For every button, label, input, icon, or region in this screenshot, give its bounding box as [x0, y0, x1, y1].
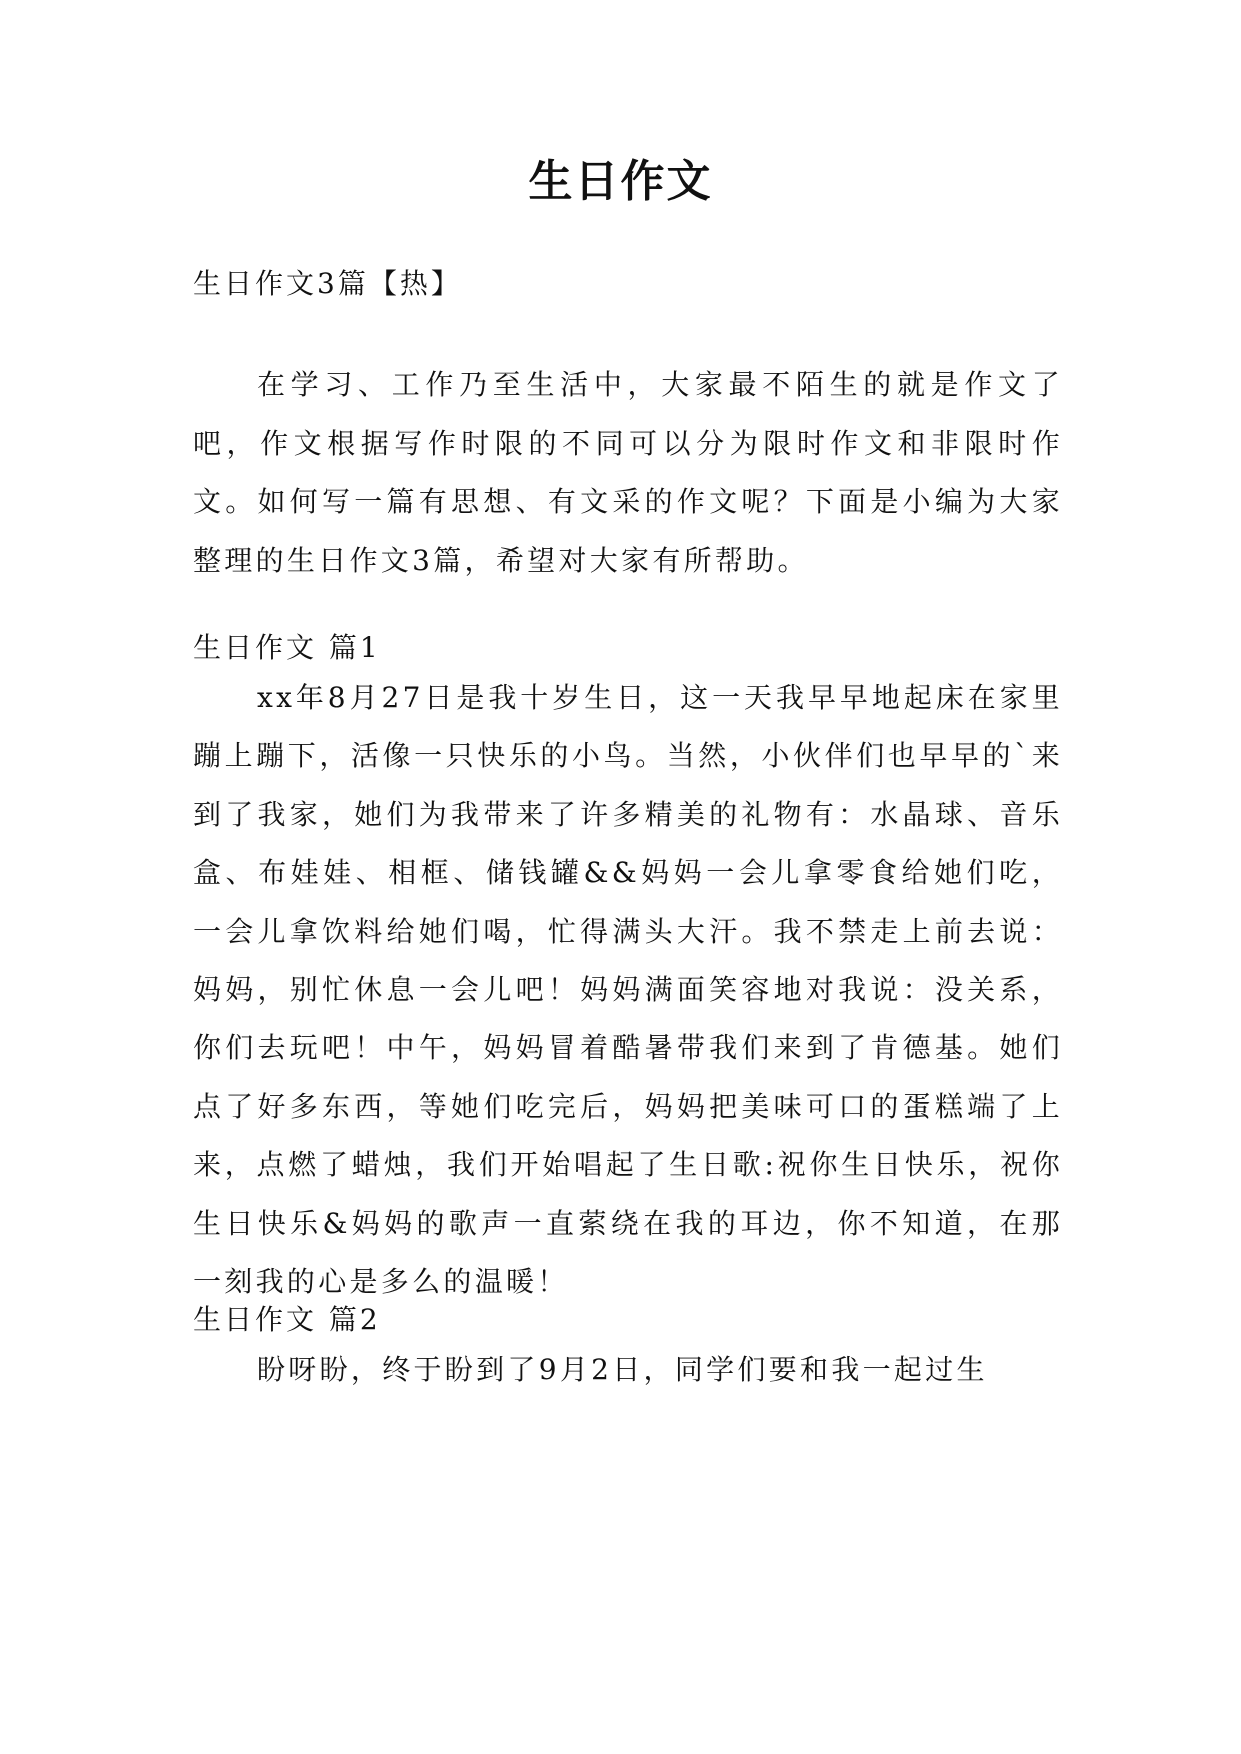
section-heading-1: 生日作文 篇1 [193, 631, 381, 664]
document-title: 生日作文 [528, 156, 713, 207]
intro-paragraph: 在学习、工作乃至生活中，大家最不陌生的就是作文了吧，作文根据写作时限的不同可以分为限时作文和非限时作文。如何写一篇有思想、有文采的作文呢？下面是小编为大家整理的生日作文3篇，希望对大家有所帮助。 [193, 368, 1063, 577]
document-subtitle: 生日作文3篇【热】 [193, 267, 462, 300]
section-body-2: 盼呀盼，终于盼到了9月2日，同学们要和我一起过生 [257, 1353, 988, 1386]
section-heading-2: 生日作文 篇2 [193, 1303, 381, 1336]
section-body-1: xx年8月27日是我十岁生日，这一天我早早地起床在家里蹦上蹦下，活像一只快乐的小鸟。当然，小伙伴们也早早的`来到了我家，她们为我带来了许多精美的礼物有：水晶球、音乐盒、布娃娃、相框、储钱罐&&妈妈一会儿拿零食给她们吃，一会儿拿饮料给她们喝，忙得满头大汗。我不禁走上前去说：妈妈，别忙休息一会儿吧！妈妈满面笑容地对我说：没关系，你们去玩吧！中午，妈妈冒着酷暑带我们来到了肯德基。她们点了好多东西，等她们吃完后，妈妈把美味可口的蛋糕端了上来，点燃了蜡烛，我们开始唱起了生日歌:祝你生日快乐，祝你生日快乐&妈妈的歌声一直萦绕在我的耳边，你不知道，在那一刻我的心是多么的温暖！ [193, 681, 1063, 1299]
